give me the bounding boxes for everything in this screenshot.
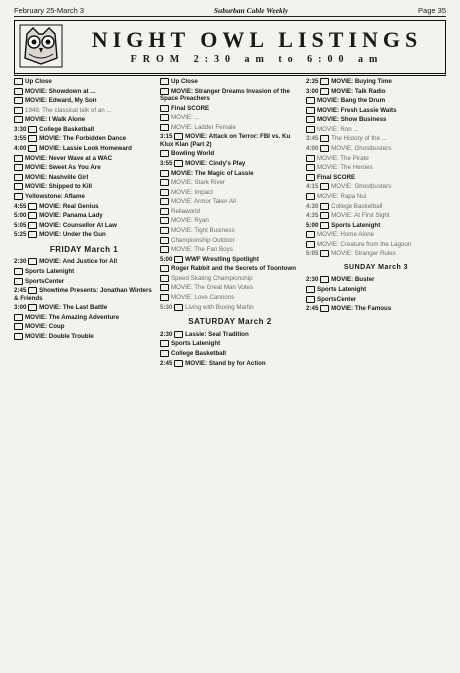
listing-title: MOVIE: Ryan xyxy=(171,217,209,225)
channel-icon xyxy=(160,170,169,177)
listing-entry xyxy=(160,256,300,264)
channel-icon xyxy=(306,193,315,200)
channel-icon xyxy=(28,258,37,265)
listing-title: Roger Rabbit and the Secrets of Toontown xyxy=(171,265,297,273)
listing-entry xyxy=(306,164,446,172)
channel-icon xyxy=(320,183,329,190)
listing-title: MOVIE: Cindy's Play xyxy=(185,160,246,168)
listing-title: MOVIE: Bang the Drum xyxy=(317,97,386,105)
listing-title: Final SCORE xyxy=(171,104,210,112)
listing-title: MOVIE: Rapa Nui xyxy=(317,193,367,201)
listing-title: MOVIE: Stark River xyxy=(171,179,225,187)
channel-icon xyxy=(160,237,169,244)
day-heading: SATURDAY March 2 xyxy=(188,317,272,327)
listing-title: MOVIE: The Forbidden Dance xyxy=(39,135,127,143)
listing-entry xyxy=(160,208,300,216)
channel-icon xyxy=(160,198,169,205)
listing-entry xyxy=(306,250,446,258)
listing-title: MOVIE: Buster xyxy=(331,276,375,284)
channel-icon xyxy=(306,116,315,123)
channel-icon xyxy=(174,256,183,263)
listing-title: MOVIE: The Great Man Votes xyxy=(171,284,254,292)
banner-title: NIGHT OWL LISTINGS xyxy=(91,27,423,52)
listing-time: 5:25 xyxy=(14,231,29,239)
listing-time: 2:35 xyxy=(306,78,321,86)
listing-entry xyxy=(306,305,446,313)
channel-icon xyxy=(160,189,169,196)
channel-icon xyxy=(320,135,329,142)
listing-title: Yellowstone: Aflame xyxy=(25,193,85,201)
listing-entry xyxy=(306,222,446,230)
listing-time: 3:55 xyxy=(14,135,29,143)
listing-title: College Basketball xyxy=(331,202,383,210)
listing-entry xyxy=(14,107,154,115)
channel-icon xyxy=(320,212,329,219)
listing-time: 3:30 xyxy=(14,126,29,134)
listing-title: MOVIE: Creature from the Lagoon xyxy=(317,240,412,248)
listing-title: Up Close xyxy=(171,78,198,86)
listing-entry xyxy=(14,116,154,124)
listing-title: MOVIE: Showdown at ... xyxy=(25,87,96,95)
listing-entry xyxy=(14,287,154,302)
listing-title: MOVIE: The Fan Boys xyxy=(171,246,233,254)
banner-subtitle: FROM 2:30 am to 6:00 am xyxy=(130,54,384,65)
listing-title: Sports Latenight xyxy=(317,286,367,294)
channel-icon xyxy=(14,333,23,340)
channel-icon xyxy=(174,133,183,140)
listing-time: 3:55 xyxy=(160,160,175,168)
listing-title: MOVIE: Buying Time xyxy=(331,78,392,86)
listing-title: MOVIE: Ron ... xyxy=(317,126,359,134)
listing-title: Bowling World xyxy=(171,150,215,158)
channel-icon xyxy=(160,284,169,291)
listing-entry xyxy=(14,164,154,172)
listing-entry xyxy=(14,314,154,322)
page-number: Page 35 xyxy=(418,5,446,15)
listing-entry xyxy=(14,183,154,191)
listing-time: 4:55 xyxy=(14,202,29,210)
channel-icon xyxy=(160,227,169,234)
channel-icon xyxy=(306,164,315,171)
listing-title: Sports Latenight xyxy=(171,340,221,348)
listing-entry xyxy=(160,350,300,358)
listings-column-3 xyxy=(306,78,446,667)
channel-icon xyxy=(306,107,315,114)
listing-entry xyxy=(160,265,300,273)
listing-time: 3:00 xyxy=(14,304,29,312)
listing-entry xyxy=(14,212,154,220)
listing-entry xyxy=(14,323,154,331)
listing-title: Sports Latenight xyxy=(25,268,75,276)
channel-icon xyxy=(306,174,315,181)
listing-entry xyxy=(160,170,300,178)
listing-title: MOVIE: Sweet As You Are xyxy=(25,164,101,172)
listing-time: 4:15 xyxy=(306,183,321,191)
listing-title: SportsCenter xyxy=(317,295,357,303)
listing-time: 4:00 xyxy=(14,145,29,153)
channel-icon xyxy=(160,275,169,282)
listing-entry xyxy=(14,126,154,134)
listing-entry xyxy=(14,155,154,163)
listing-title: MOVIE: Love Cannons xyxy=(171,294,235,302)
channel-icon xyxy=(14,88,23,95)
listing-title: Speed Skating Championship xyxy=(171,275,253,282)
channel-icon xyxy=(160,78,169,85)
listing-entry xyxy=(14,333,154,341)
channel-icon xyxy=(174,160,183,167)
owl-icon xyxy=(19,24,63,68)
listing-time: 4:00 xyxy=(306,145,321,153)
channel-icon xyxy=(14,107,23,114)
listing-entry xyxy=(14,78,154,86)
listing-title: MOVIE: ... xyxy=(171,114,200,122)
listing-entry xyxy=(160,340,300,348)
listing-title: MOVIE: Armor Taker All xyxy=(171,198,236,206)
channel-icon xyxy=(160,217,169,224)
listing-entry xyxy=(160,189,300,197)
listing-title: MOVIE: Shipped to Kill xyxy=(25,183,93,191)
channel-icon xyxy=(14,183,23,190)
listing-title: MOVIE: Under the Gun xyxy=(39,231,106,239)
listing-title: MOVIE: The Pirate xyxy=(317,154,369,162)
listing-title: MOVIE: Home Alone xyxy=(317,231,375,239)
listing-title: Lassie: Seal Tradition xyxy=(185,330,249,338)
channel-icon xyxy=(28,203,37,210)
channel-icon xyxy=(14,174,23,181)
channel-icon xyxy=(160,88,169,95)
listing-time: 3:00 xyxy=(306,87,321,95)
channel-icon xyxy=(306,231,315,238)
channel-icon xyxy=(160,294,169,301)
channel-icon xyxy=(28,304,37,311)
listing-title: MOVIE: Stranger Rules xyxy=(331,250,396,258)
listing-title: Sports Latenight xyxy=(331,221,381,229)
listing-time: 5:05 xyxy=(14,221,29,229)
listing-time: 4:35 xyxy=(306,212,321,220)
listing-time: 5:05 xyxy=(306,250,321,258)
listing-title: MOVIE: Panama Lady xyxy=(39,212,103,220)
channel-icon xyxy=(160,114,169,121)
listing-title: MOVIE: Show Business xyxy=(317,116,387,124)
listing-title: MOVIE: Real Genius xyxy=(39,202,99,210)
listing-entry xyxy=(160,160,300,168)
listing-entry xyxy=(160,133,300,148)
listings-column-1 xyxy=(14,78,154,667)
channel-icon xyxy=(14,314,23,321)
channel-icon xyxy=(14,193,23,200)
listing-title: Final SCORE xyxy=(317,173,356,181)
listing-entry xyxy=(306,212,446,220)
listing-time: 2:30 xyxy=(14,258,29,266)
channel-icon xyxy=(320,305,329,312)
listing-entry xyxy=(160,217,300,225)
channel-icon xyxy=(14,268,23,275)
listing-entry xyxy=(14,278,154,286)
listing-entry xyxy=(160,294,300,302)
listing-title: MOVIE: Lassie Look Homeward xyxy=(39,145,132,153)
listings-banner xyxy=(14,20,446,76)
listing-title: MOVIE: Counsellor At Law xyxy=(39,221,117,229)
listing-title: MOVIE: At First Sight xyxy=(331,212,390,220)
publication-name: Suburban Cable Weekly xyxy=(213,5,289,15)
listing-title: MOVIE: Double Trouble xyxy=(25,333,94,341)
listing-entry xyxy=(306,88,446,96)
listing-entry xyxy=(306,155,446,163)
listing-title: MOVIE: The Amazing Adventure xyxy=(25,313,120,321)
listing-entry xyxy=(160,275,300,283)
listing-entry xyxy=(14,258,154,266)
listing-time: 2:30 xyxy=(160,330,175,338)
listing-title: College Basketball xyxy=(171,350,227,358)
listing-entry xyxy=(160,179,300,187)
listing-entry xyxy=(160,88,300,103)
channel-icon xyxy=(160,340,169,347)
channel-icon xyxy=(306,296,315,303)
listing-title: WWF Wrestling Spotlight xyxy=(185,255,259,263)
listing-entry xyxy=(14,193,154,201)
channel-icon xyxy=(174,331,183,338)
listings-columns xyxy=(14,78,446,667)
listing-entry xyxy=(306,116,446,124)
listing-title: Championship Outdoor xyxy=(171,236,235,244)
day-heading: SUNDAY March 3 xyxy=(343,263,409,271)
channel-icon xyxy=(174,304,183,311)
listing-title: MOVIE: Talk Radio xyxy=(331,87,386,95)
channel-icon xyxy=(320,250,329,257)
listing-entry xyxy=(306,276,446,284)
listing-entry xyxy=(160,227,300,235)
listing-title: MOVIE: Stand by for Action xyxy=(185,359,266,367)
channel-icon xyxy=(28,145,37,152)
listing-title: MOVIE: The Last Battle xyxy=(39,304,108,312)
listing-title: Reliaworld xyxy=(171,207,200,215)
listing-title: MOVIE: Attack on Terror: FBI vs. Ku Klux Klan (Part 2) xyxy=(160,133,291,148)
channel-icon xyxy=(160,124,169,131)
listing-entry xyxy=(306,193,446,201)
day-heading: FRIDAY March 1 xyxy=(49,244,119,254)
channel-icon xyxy=(174,360,183,367)
listing-title: MOVIE: And Justice for All xyxy=(39,258,118,266)
listing-entry xyxy=(14,97,154,105)
listing-entry xyxy=(160,360,300,368)
listing-entry xyxy=(14,268,154,276)
channel-icon xyxy=(320,276,329,283)
channel-icon xyxy=(306,286,315,293)
listing-entry xyxy=(14,145,154,153)
channel-icon xyxy=(160,350,169,357)
channel-icon xyxy=(160,150,169,157)
channel-icon xyxy=(306,126,315,133)
issue-date: February 25-March 3 xyxy=(14,5,85,15)
listing-time: 2:45 xyxy=(14,287,29,295)
listing-entry xyxy=(160,246,300,254)
listing-entry xyxy=(14,174,154,182)
listing-time: 5:00 xyxy=(160,255,175,263)
channel-icon xyxy=(14,78,23,85)
listings-column-2 xyxy=(160,78,300,667)
channel-icon xyxy=(320,78,329,85)
listing-title: 1949. The classical talk of an ... xyxy=(25,106,112,114)
channel-icon xyxy=(160,265,169,272)
channel-icon xyxy=(28,212,37,219)
listing-entry xyxy=(160,237,300,245)
listing-time: 5:30 xyxy=(160,303,175,311)
listing-time: 5:00 xyxy=(306,221,321,229)
listing-entry xyxy=(306,241,446,249)
channel-icon xyxy=(28,287,37,294)
channel-icon xyxy=(160,105,169,112)
listing-time: 3:15 xyxy=(160,133,175,141)
listing-title: MOVIE: Edward, My Son xyxy=(25,97,97,105)
listing-entry xyxy=(306,97,446,105)
channel-icon xyxy=(28,126,37,133)
listing-title: MOVIE: Ghostbusters xyxy=(331,145,392,153)
listing-title: MOVIE: Impact xyxy=(171,188,213,196)
channel-icon xyxy=(14,278,23,285)
listing-entry xyxy=(306,296,446,304)
listing-title: MOVIE: I Walk Alone xyxy=(25,116,86,124)
listing-entry xyxy=(160,124,300,132)
listing-entry xyxy=(160,105,300,113)
channel-icon xyxy=(28,231,37,238)
listing-time: 5:00 xyxy=(14,212,29,220)
listing-title: MOVIE: Nashville Girl xyxy=(25,173,89,181)
channel-icon xyxy=(160,179,169,186)
listing-entry xyxy=(14,88,154,96)
listing-entry xyxy=(14,231,154,239)
channel-icon xyxy=(160,246,169,253)
channel-icon xyxy=(320,88,329,95)
listing-title: MOVIE: Stranger Dreams Invasion of the Space Preachers xyxy=(160,87,290,103)
listing-entry xyxy=(306,78,446,86)
listing-title: Up Close xyxy=(25,78,52,86)
channel-icon xyxy=(306,241,315,248)
listing-title: MOVIE: The Magic of Lassie xyxy=(171,169,254,177)
listing-entry xyxy=(306,107,446,115)
channel-icon xyxy=(306,155,315,162)
channel-icon xyxy=(14,155,23,162)
listing-entry xyxy=(14,203,154,211)
listing-entry xyxy=(306,145,446,153)
channel-icon xyxy=(306,97,315,104)
listing-title: Living with Boxing Martin xyxy=(185,303,254,311)
listing-title: MOVIE: Ghostbusters xyxy=(331,183,392,191)
listing-title: College Basketball xyxy=(39,126,95,134)
listing-title: Showtime Presents: Jonathan Winters & Friends xyxy=(14,287,152,302)
listing-entry xyxy=(14,222,154,230)
listing-entry xyxy=(160,198,300,206)
listing-title: MOVIE: Fresh Lassie Waits xyxy=(317,106,397,114)
listing-title: MOVIE: Ladder Female xyxy=(171,123,236,131)
channel-icon xyxy=(320,203,329,210)
channel-icon xyxy=(14,116,23,123)
listing-entry xyxy=(14,304,154,312)
listing-entry xyxy=(306,126,446,134)
channel-icon xyxy=(14,164,23,171)
listing-entry xyxy=(160,304,300,312)
listing-title: MOVIE: Coup xyxy=(25,323,65,331)
channel-icon xyxy=(14,323,23,330)
listing-entry xyxy=(306,135,446,143)
listing-entry xyxy=(160,284,300,292)
listing-entry xyxy=(160,331,300,339)
listing-entry xyxy=(306,183,446,191)
listing-entry xyxy=(14,135,154,143)
channel-icon xyxy=(28,222,37,229)
listing-entry xyxy=(306,286,446,294)
running-head xyxy=(14,4,446,17)
channel-icon xyxy=(320,145,329,152)
listing-entry xyxy=(160,150,300,158)
listing-time: 2:45 xyxy=(306,305,321,313)
listing-time: 4:30 xyxy=(306,202,321,210)
listing-title: MOVIE: Tight Business xyxy=(171,227,235,235)
listing-entry xyxy=(306,203,446,211)
listing-entry xyxy=(306,231,446,239)
channel-icon xyxy=(160,208,169,215)
listing-entry xyxy=(160,78,300,86)
listing-entry xyxy=(160,114,300,122)
listing-title: The History of the ... xyxy=(331,135,387,143)
listing-time: 3:45 xyxy=(306,135,321,143)
channel-icon xyxy=(28,135,37,142)
channel-icon xyxy=(14,97,23,104)
listing-title: MOVIE: The Heroes xyxy=(317,164,373,172)
listing-time: 2:30 xyxy=(306,276,321,284)
channel-icon xyxy=(320,222,329,229)
listing-entry xyxy=(306,174,446,182)
listing-title: MOVIE: The Famous xyxy=(331,305,392,313)
listing-title: SportsCenter xyxy=(25,277,65,285)
listing-time: 2:45 xyxy=(160,359,175,367)
listing-title: MOVIE: Never Wave at a WAC xyxy=(25,154,113,162)
